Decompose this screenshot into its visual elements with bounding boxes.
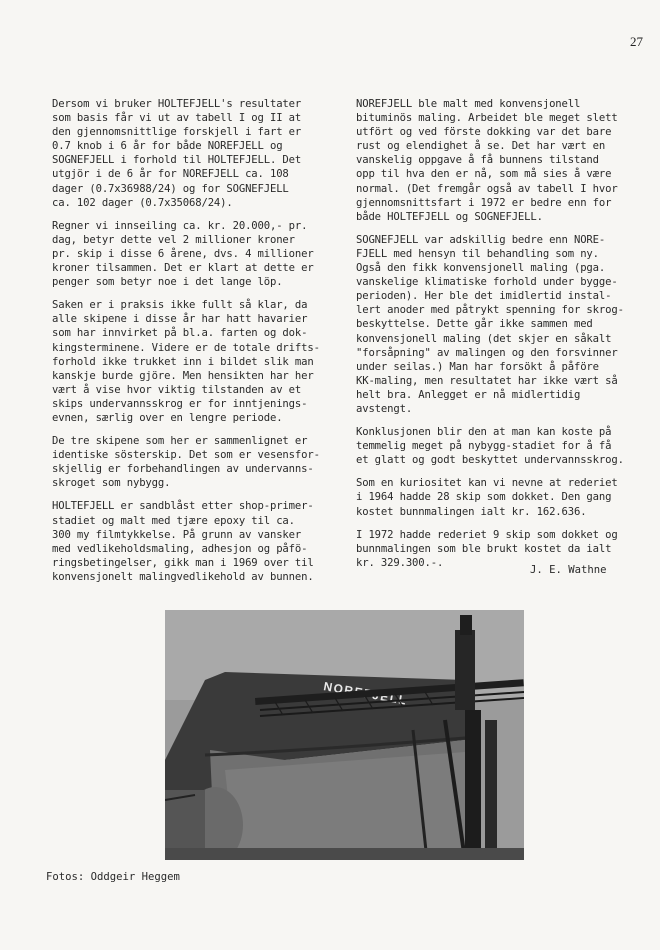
paragraph: NOREFJELL ble malt med konvensjonell bituminös maling. Arbeidet ble meget slett utfört og ved förste dokking var det bare rust og elendighet å se. Det har vært en vanskelig oppgave å få bunnens tilstand opp til hva den er nå, som må sies å være normal. (Det fremgår også av tabell I hvor gjennomsnittsfart i 1972 er bedre enn for både HOLTEFJELL og SOGNEFJELL. <box>356 98 618 223</box>
article-right-column <box>356 97 641 579</box>
article-left-column <box>52 97 337 593</box>
paragraph: Som en kuriositet kan vi nevne at rederiet i 1964 hadde 28 skip som dokket. Den gang kostet bunnmalingen ialt kr. 162.636. <box>356 477 618 518</box>
photo-caption: Fotos: Oddgeir Heggem <box>46 871 180 883</box>
ship-photo <box>165 610 524 860</box>
author-signature: J. E. Wathne <box>530 564 607 576</box>
paragraph: Regner vi innseiling ca. kr. 20.000,- pr. dag, betyr dette vel 2 millioner kroner pr. skip i disse 6 årene, dvs. 4 millioner kroner tilsammen. Det er klart at dette er penger som betyr noe i det lange löp. <box>52 219 314 289</box>
page-number: 27 <box>630 34 643 49</box>
paragraph: HOLTEFJELL er sandblåst etter shop-primer- stadiet og malt med tjære epoxy til ca. 300 my filmtykkelse. På grunn av vansker med vedlikeholdsmaling, adhesjon og påfö- ringsbetingelser, gikk man i 1969 over til konvensjonelt malingvedlikehold av bunnen. <box>52 500 314 583</box>
paragraph: Dersom vi bruker HOLTEFJELL's resultater som basis får vi ut av tabell I og II at den gjennomsnittlige forskjell i fart er 0.7 knob i 6 år for både NOREFJELL og SOGNEFJELL i forhold til HOLTEFJELL. Det utgjör i de 6 år for NOREFJELL ca. 108 dager (0.7x36988/24) og for SOGNEFJELL ca. 102 dager (0.7x35068/24). <box>52 98 302 209</box>
paragraph: I 1972 hadde rederiet 9 skip som dokket og bunnmalingen som ble brukt kostet da ialt kr. 329.300.-. <box>356 528 618 569</box>
paragraph: De tre skipene som her er sammenlignet er identiske sösterskip. Det som er vesensfor- skjellig er forbehandlingen av undervanns- skroget som nybygg. <box>52 435 320 490</box>
paragraph: SOGNEFJELL var adskillig bedre enn NORE- FJELL med hensyn til behandling som ny. Også den fikk konvensjonell maling (pga. vanskelige klimatiske forhold under bygge- perioden). Her ble det imidlertid instal- lert anoder med påtrykt spenning for skrog- beskyttelse. Dette går ikke sammen med konvensjonell maling (det skjer en såkalt "forsåpning" av malingen og den forsvinner under seilas.) Man har forsökt å påföre KK-maling, men resultatet har ikke vært så helt bra. Anlegget er nå midlertidig avstengt. <box>356 233 624 415</box>
paragraph: Konklusjonen blir den at man kan koste på temmelig meget på nybygg-stadiet for å få et glatt og godt beskyttet undervannsskrog. <box>356 426 624 467</box>
paragraph: Saken er i praksis ikke fullt så klar, da alle skipene i disse år har hatt havarier som har innvirket på bl.a. farten og dok- kingsterminene. Videre er de totale drifts- forhold ikke trukket inn i bildet slik man kanskje burde gjöre. Men hensikten har her vært å vise hvor viktig tilstanden av et skips undervannsskrog er for inntjenings- evnen, særlig over en lengre periode. <box>52 299 320 424</box>
